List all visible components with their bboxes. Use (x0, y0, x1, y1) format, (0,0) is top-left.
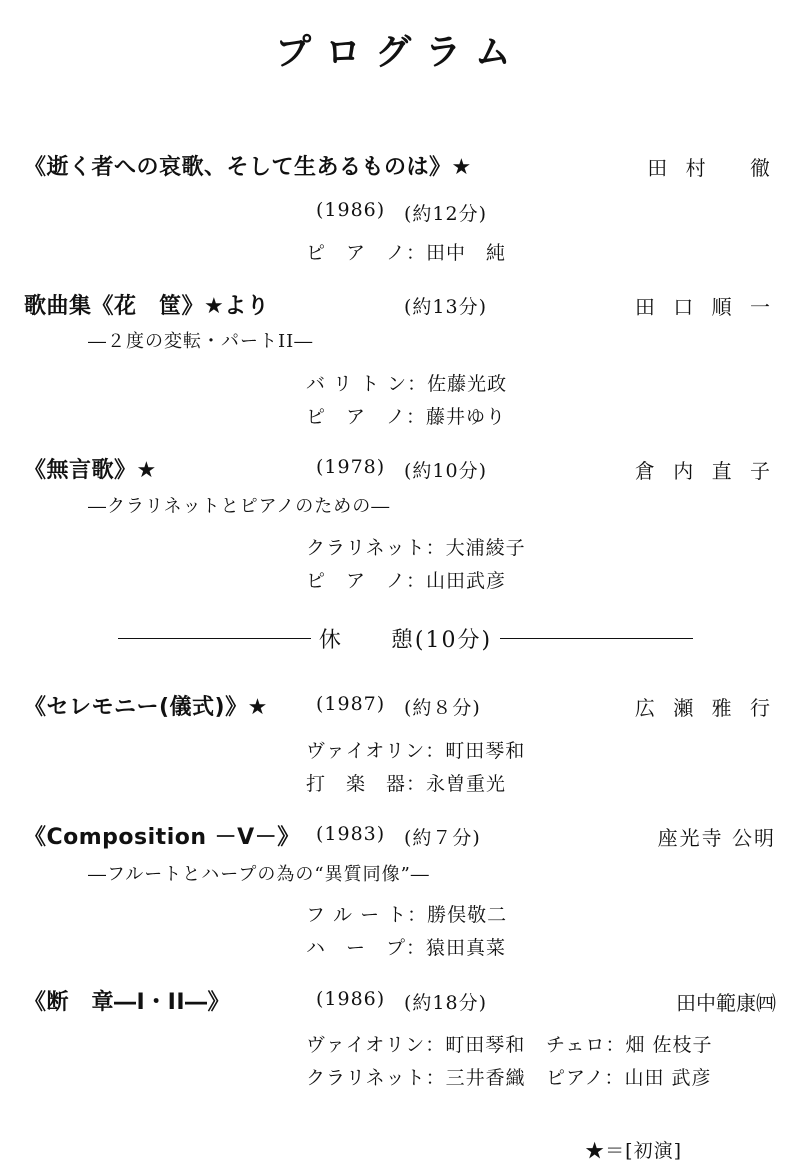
performer-role: ピアノ (546, 1067, 605, 1089)
separator: ： (425, 740, 446, 762)
duration: (約７分) (404, 827, 481, 849)
performer-role: ピ ア ノ (306, 570, 407, 592)
separator: ： (425, 1034, 446, 1056)
year: (1983) (316, 823, 386, 845)
performer-role: フ ル ー ト (306, 904, 408, 926)
performer-line (306, 369, 507, 396)
performer-name: 永曽重光 (426, 773, 507, 795)
work-title: 歌曲集《花 筐》★より (24, 294, 270, 319)
duration: (約12分) (404, 203, 488, 225)
separator: ： (425, 537, 446, 559)
intermission-label: 休 憩(10分) (318, 627, 493, 653)
separator: ： (406, 406, 427, 428)
separator: ： (406, 570, 427, 592)
year: (1987) (316, 693, 386, 715)
work-subtitle: ―クラリネットとピアノのための― (88, 496, 391, 517)
performer-role: クラリネット (306, 1067, 426, 1089)
performer-role: ヴァイオリン (306, 1034, 426, 1056)
page-title: プログラム (275, 32, 525, 73)
performer-role: ピ ア ノ (306, 242, 407, 264)
duration: (約10分) (404, 460, 488, 482)
year: (1986) (316, 988, 386, 1010)
performer-line (546, 1063, 712, 1090)
performer-line (306, 736, 525, 763)
performer-line (306, 1063, 526, 1090)
intermission (118, 622, 693, 654)
performer-role: ヴァイオリン (306, 740, 426, 762)
intermission-rule-left (118, 638, 311, 639)
performer-line (306, 566, 506, 593)
duration: (約８分) (404, 697, 481, 719)
performer-role: チェロ (546, 1034, 606, 1056)
separator: ： (425, 1067, 446, 1089)
composer: 田 口 順 一 (634, 295, 776, 319)
performer-role: バ リ ト ン (306, 373, 408, 395)
performer-name: 畑 佐枝子 (625, 1034, 713, 1056)
composer: 田中範康㈣ (676, 991, 776, 1015)
work-title: 《Composition －V－》 (24, 825, 300, 850)
composer: 田 村 徹 (647, 156, 776, 180)
composer: 倉 内 直 子 (634, 459, 776, 483)
performer-name: 田中 純 (426, 242, 507, 264)
performer-role: ハ ー プ (306, 937, 407, 959)
performer-line (306, 900, 507, 927)
work-title: 《逝く者への哀歌、そして生あるものは》★ (24, 155, 472, 180)
performer-line (306, 1030, 525, 1057)
performer-role: 打 楽 器 (306, 773, 407, 795)
separator: ： (407, 373, 428, 395)
performer-line (306, 533, 526, 560)
work-title: 《無言歌》★ (24, 458, 157, 483)
separator: ： (407, 904, 428, 926)
intermission-rule-right (500, 638, 693, 639)
separator: ： (406, 773, 427, 795)
performer-role: クラリネット (306, 537, 426, 559)
performer-name: 勝俣敬二 (427, 904, 508, 926)
performer-line (306, 769, 506, 796)
performer-name: 藤井ゆり (426, 406, 507, 428)
work-subtitle: ―フルートとハープの為の“異質同像”― (88, 864, 430, 885)
duration: (約18分) (404, 992, 488, 1014)
performer-line (306, 238, 506, 265)
performer-name: 町田琴和 (445, 740, 526, 762)
separator: ： (406, 242, 427, 264)
year: (1986) (316, 199, 386, 221)
performer-name: 佐藤光政 (427, 373, 508, 395)
separator: ： (406, 937, 427, 959)
performer-name: 山田武彦 (426, 570, 507, 592)
performer-name: 町田琴和 (445, 1034, 526, 1056)
composer: 座光寺 公明 (657, 826, 776, 850)
performer-line (306, 933, 506, 960)
performer-role: ピ ア ノ (306, 406, 407, 428)
composer: 広 瀬 雅 行 (634, 696, 776, 720)
performer-name: 猿田真菜 (426, 937, 507, 959)
work-subtitle: ―２度の変転・パートII― (88, 331, 314, 352)
performer-line (306, 402, 506, 429)
separator: ： (604, 1067, 625, 1089)
performer-name: 山田 武彦 (624, 1067, 712, 1089)
separator: ： (605, 1034, 626, 1056)
intermission-duration: (10分) (414, 627, 493, 653)
year: (1978) (316, 456, 386, 478)
duration: (約13分) (404, 296, 488, 318)
premiere-legend: ★＝[初演] (585, 1140, 682, 1162)
performer-name: 大浦綾子 (445, 537, 526, 559)
work-title: 《セレモニー(儀式)》★ (24, 695, 268, 720)
performer-name: 三井香織 (445, 1067, 526, 1089)
performer-line (546, 1030, 713, 1057)
work-title: 《断 章―Ⅰ・II―》 (24, 990, 231, 1015)
